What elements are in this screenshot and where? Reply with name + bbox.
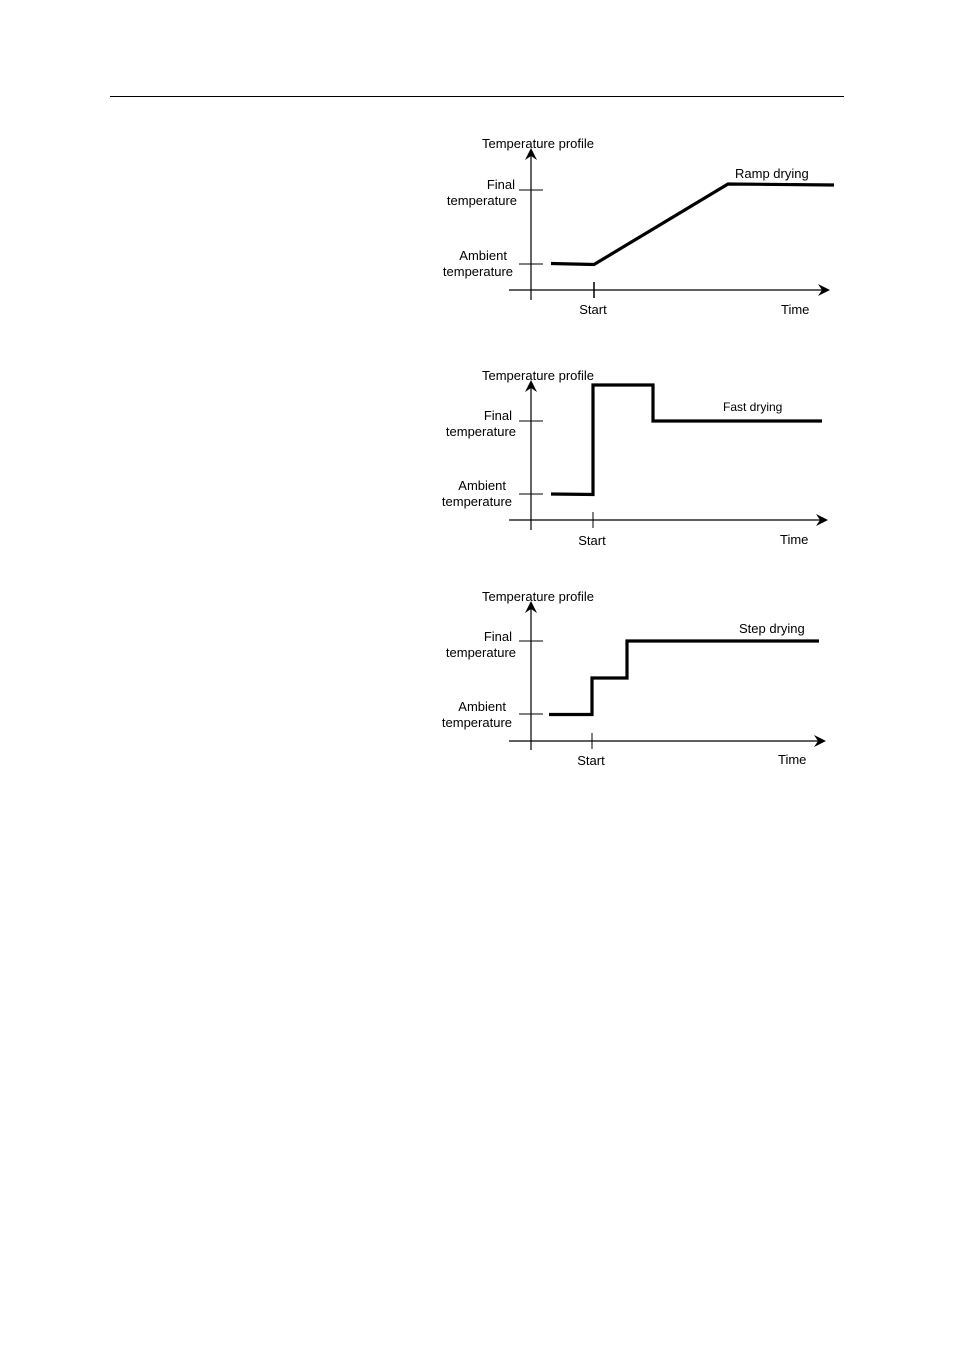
final-label-line1: Final xyxy=(486,177,515,192)
time-label: Time xyxy=(780,532,809,547)
ambient-label-line2: temperature xyxy=(441,494,512,509)
ambient-label-line1: Ambient xyxy=(458,699,506,714)
ramp-profile-curve xyxy=(551,184,834,265)
curve-label: Ramp drying xyxy=(735,166,809,181)
curve-label: Step drying xyxy=(739,621,805,636)
ambient-label-line1: Ambient xyxy=(459,248,507,263)
fast-drying-diagram xyxy=(442,368,826,548)
ambient-label-line2: temperature xyxy=(441,715,512,730)
start-label: Start xyxy=(579,302,607,317)
ambient-label-line2: temperature xyxy=(442,264,513,279)
y-axis-title: Temperature profile xyxy=(482,368,594,383)
time-label: Time xyxy=(781,302,810,317)
y-axis-title: Temperature profile xyxy=(482,589,594,604)
step-drying-diagram xyxy=(442,589,824,768)
start-label: Start xyxy=(577,753,605,768)
start-label: Start xyxy=(578,533,606,548)
final-label-line2: temperature xyxy=(446,193,517,208)
y-axis-title: Temperature profile xyxy=(482,136,594,151)
final-label-line1: Final xyxy=(483,629,512,644)
final-label-line2: temperature xyxy=(445,645,516,660)
step-profile-curve xyxy=(549,641,819,715)
final-label-line2: temperature xyxy=(445,424,516,439)
ramp-drying-diagram xyxy=(443,136,834,317)
final-label-line1: Final xyxy=(483,408,512,423)
curve-label: Fast drying xyxy=(723,400,783,414)
time-label: Time xyxy=(778,752,807,767)
ambient-label-line1: Ambient xyxy=(458,478,506,493)
